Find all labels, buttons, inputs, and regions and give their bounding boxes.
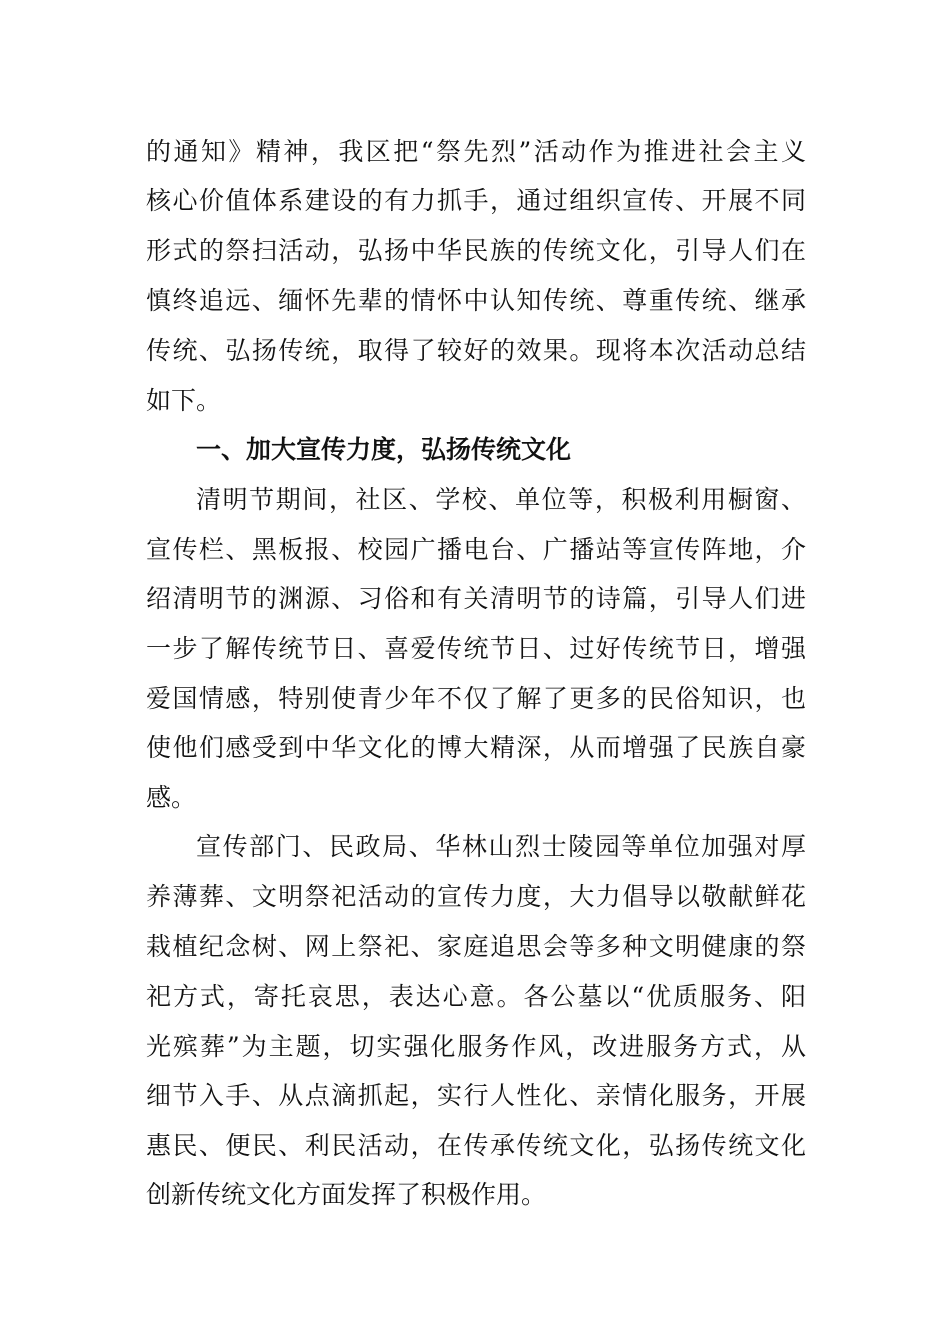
section-heading: 一、加大宣传力度，弘扬传统文化 [196, 435, 572, 464]
text-line: 绍清明节的渊源、习俗和有关清明节的诗篇，引导人们进 [146, 584, 806, 613]
text-line: 感。 [146, 783, 197, 812]
text-line: 细节入手、从点滴抓起，实行人性化、亲情化服务，开展 [146, 1081, 806, 1110]
text-line: 如下。 [146, 386, 222, 415]
text-line: 惠民、便民、利民活动，在传承传统文化，弘扬传统文化 [146, 1131, 806, 1160]
text-line: 爱国情感，特别使青少年不仅了解了更多的民俗知识，也 [146, 684, 806, 713]
text-line: 一步了解传统节日、喜爱传统节日、过好传统节日，增强 [146, 634, 806, 663]
text-line: 的通知》精神，我区把“祭先烈”活动作为推进社会主义 [146, 137, 806, 166]
text-line: 宣传栏、黑板报、校园广播电台、广播站等宣传阵地，介 [146, 535, 806, 564]
text-line: 使他们感受到中华文化的博大精深，从而增强了民族自豪 [146, 733, 806, 762]
text-line: 宣传部门、民政局、华林山烈士陵园等单位加强对厚 [196, 832, 806, 861]
text-line: 慎终追远、缅怀先辈的情怀中认知传统、尊重传统、继承 [146, 286, 806, 315]
text-line: 光殡葬”为主题，切实强化服务作风，改进服务方式，从 [146, 1032, 806, 1061]
text-line: 清明节期间，社区、学校、单位等，积极利用橱窗、 [196, 485, 806, 514]
text-line: 祀方式，寄托哀思，表达心意。各公墓以“优质服务、阳 [146, 982, 806, 1011]
text-line: 养薄葬、文明祭祀活动的宣传力度，大力倡导以敬献鲜花 [146, 882, 806, 911]
text-line: 传统、弘扬传统，取得了较好的效果。现将本次活动总结 [146, 336, 806, 365]
text-line: 形式的祭扫活动，弘扬中华民族的传统文化，引导人们在 [146, 236, 806, 265]
text-line: 栽植纪念树、网上祭祀、家庭追思会等多种文明健康的祭 [146, 932, 806, 961]
text-line: 创新传统文化方面发挥了积极作用。 [146, 1180, 547, 1209]
text-line: 核心价值体系建设的有力抓手，通过组织宣传、开展不同 [146, 186, 806, 215]
